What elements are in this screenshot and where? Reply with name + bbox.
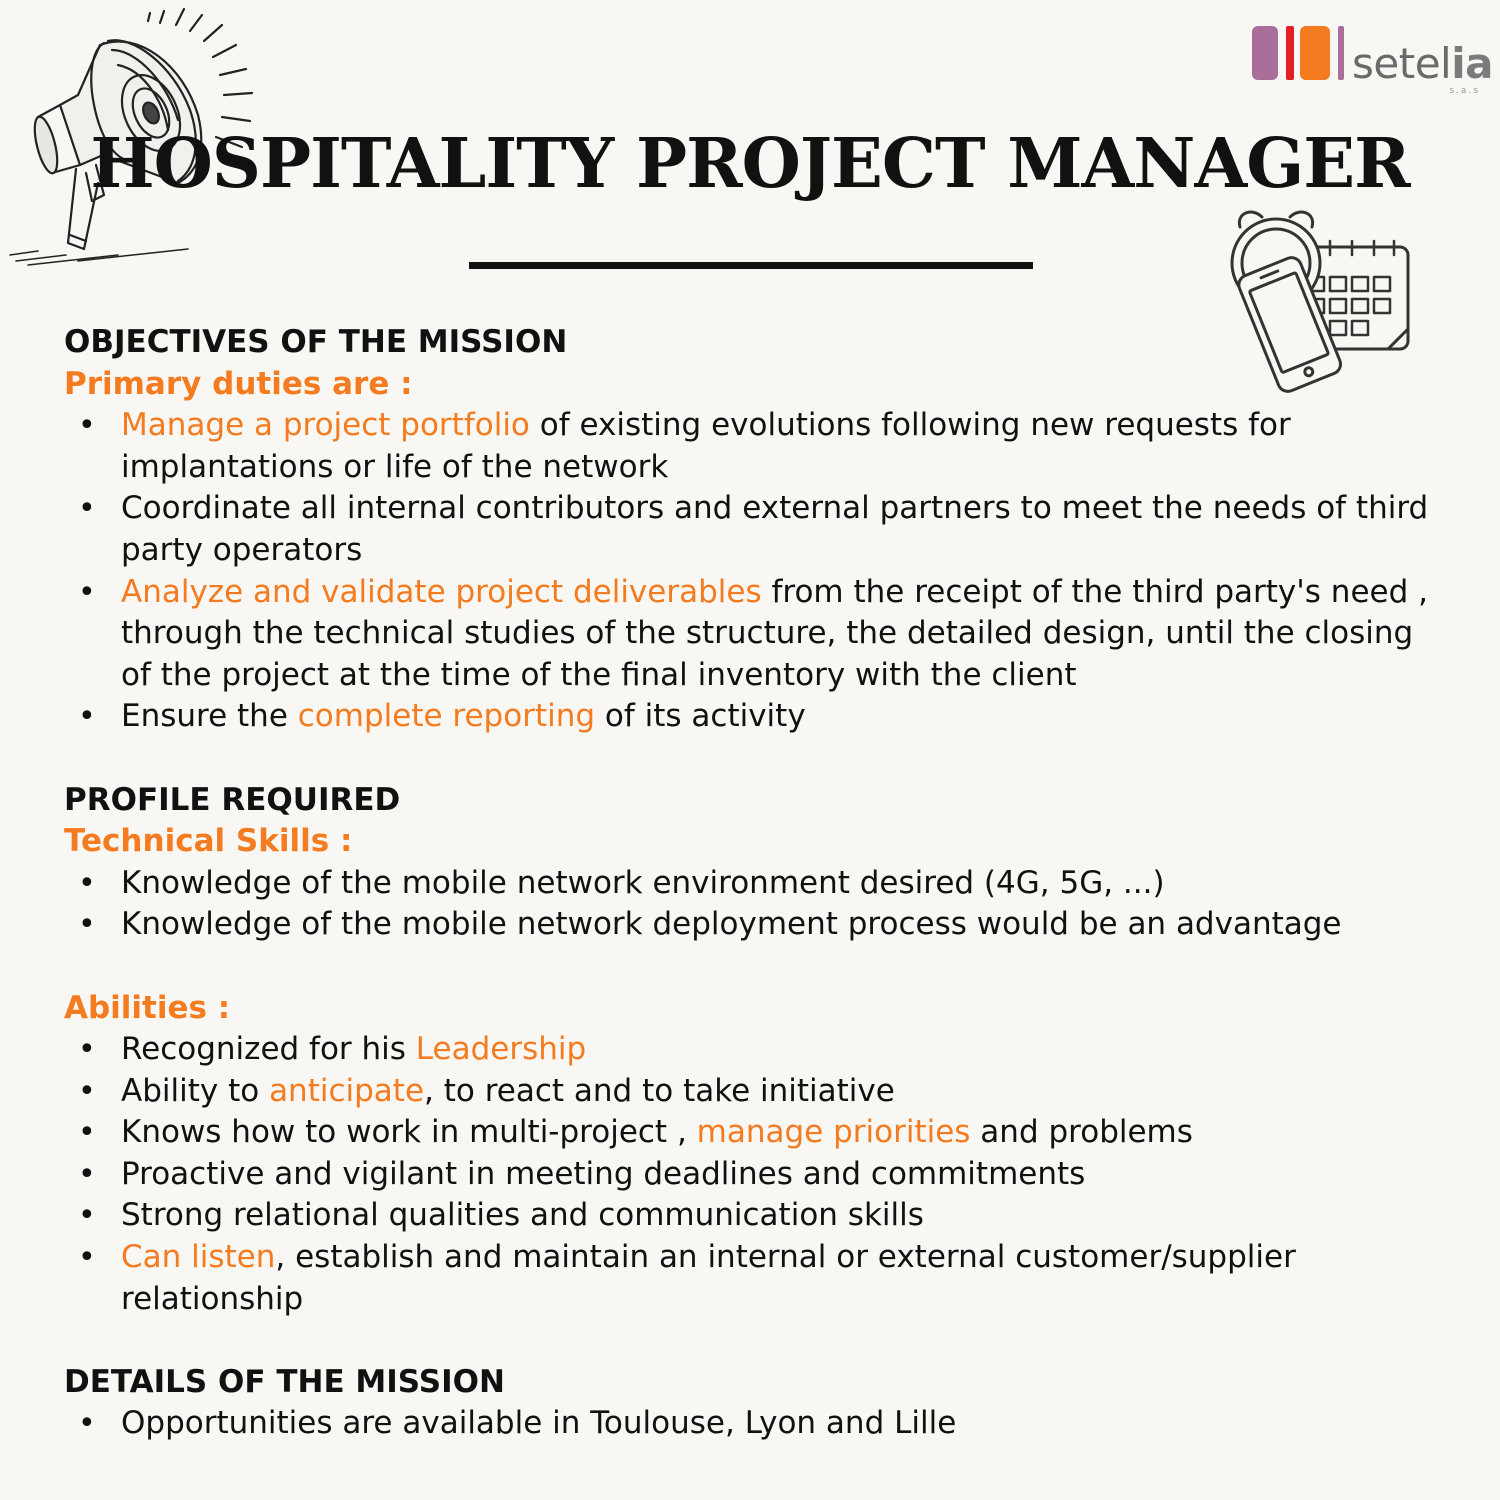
logo-subtitle: s.a.s (1449, 86, 1480, 96)
logo-wordmark: setelia (1352, 39, 1493, 88)
list-item: • Analyze and validate project deliverables from the receipt of the third party's need , through the technical studies of the structure, the detailed design, until the closing of the project at the time of the final inventory with the client (78, 573, 1428, 693)
page-title: HOSPITALITY PROJECT MANAGER (90, 124, 1410, 204)
bullet-icon: • (78, 574, 96, 610)
bullet-icon: • (78, 1406, 96, 1442)
duties-list (64, 405, 1444, 738)
list-item: • Manage a project portfolio of existing evolutions following new requests for implantations or life of the network (78, 407, 1291, 485)
job-description (64, 322, 1444, 1445)
bullet-icon: • (78, 1032, 96, 1068)
logo-bars-icon (1252, 24, 1352, 82)
details-list (64, 1403, 1444, 1445)
abilities-subheading: Abilities : (64, 989, 231, 1026)
technical-skills-list (64, 863, 1444, 946)
title-underline (469, 262, 1033, 269)
list-item: • Strong relational qualities and communication skills (64, 1195, 1444, 1237)
bullet-icon: • (78, 1115, 96, 1151)
list-item: • Knowledge of the mobile network deployment process would be an advantage (64, 904, 1444, 946)
list-item: • Knowledge of the mobile network environment desired (4G, 5G, ...) (64, 863, 1444, 905)
bullet-icon: • (78, 865, 96, 901)
bullet-icon: • (78, 1073, 96, 1109)
list-item: • Recognized for his Leadership (64, 1029, 1444, 1071)
bullet-icon: • (78, 907, 96, 943)
bullet-icon: • (78, 408, 96, 444)
bullet-icon: • (78, 1240, 96, 1276)
abilities-list (64, 1029, 1444, 1320)
list-item: • Ensure the complete reporting of its activity (64, 696, 1444, 738)
objectives-heading: OBJECTIVES OF THE MISSION (64, 324, 568, 360)
bullet-icon: • (78, 491, 96, 527)
list-item: • Ability to anticipate, to react and to take initiative (64, 1071, 1444, 1113)
list-item: • Knows how to work in multi-project , manage priorities and problems (64, 1112, 1444, 1154)
bullet-icon: • (78, 699, 96, 735)
logo-bar-3 (1300, 26, 1330, 80)
profile-heading: PROFILE REQUIRED (64, 781, 401, 818)
technical-skills-subheading: Technical Skills : (64, 823, 353, 860)
bullet-icon: • (78, 1198, 96, 1234)
list-item: • Opportunities are available in Toulouse, Lyon and Lille (64, 1403, 1444, 1445)
details-heading: DETAILS OF THE MISSION (64, 1363, 505, 1400)
list-item: • Proactive and vigilant in meeting deadlines and commitments (64, 1154, 1444, 1196)
bullet-icon: • (78, 1156, 96, 1192)
setelia-logo (1252, 24, 1493, 96)
logo-bar-4 (1338, 26, 1344, 80)
logo-bar-2 (1286, 26, 1294, 80)
logo-bar-1 (1252, 26, 1278, 80)
list-item: • Coordinate all internal contributors and external partners to meet the needs of third party operators (78, 490, 1429, 568)
primary-duties-subheading: Primary duties are : (64, 365, 413, 402)
list-item: • Can listen, establish and maintain an internal or external customer/supplier relationship (78, 1239, 1296, 1317)
